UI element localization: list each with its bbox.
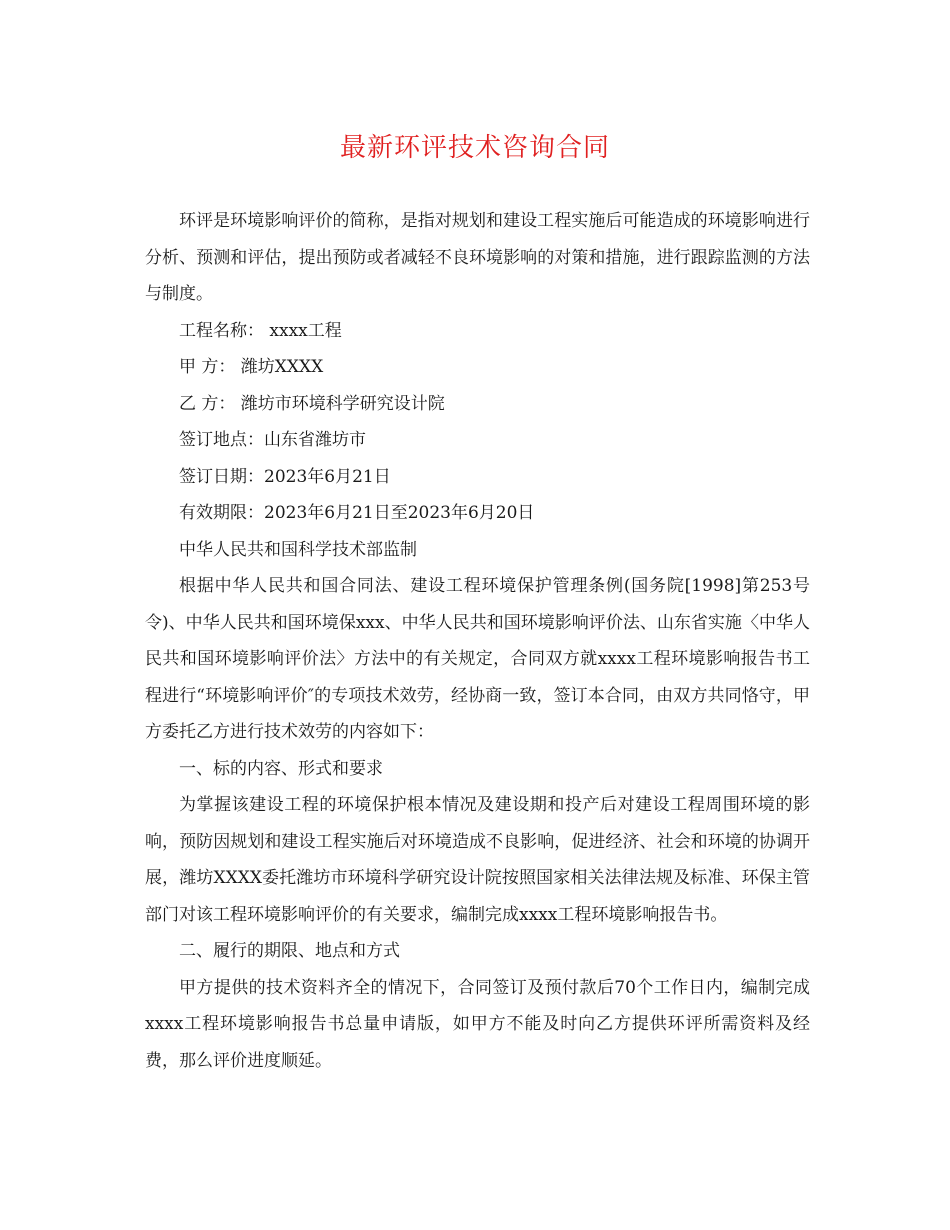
validity-period-line: 有效期限：2023年6月21日至2023年6月20日 bbox=[179, 503, 535, 523]
signing-place-line: 签订地点：山东省潍坊市 bbox=[179, 430, 366, 450]
section-2-paragraph: 甲方提供的技术资料齐全的情况下，合同签订及预付款后70个工作日内，编制完成xxxx工程环境影响报告书总量申请版，如甲方不能及时向乙方提供环评所需资料及经费，那么评价进度顺延。 bbox=[145, 977, 810, 1071]
project-name-line: 工程名称： xxxx工程 bbox=[179, 320, 342, 341]
legal-basis-paragraph: 根据中华人民共和国合同法、建设工程环境保护管理条例(国务院[1998]第253号令)、中华人民共和国环境保xxx、中华人民共和国环境影响评价法、山东省实施〈中华人民共和国环境影响评价法〉方法中的有关规定，合同双方就xxxx工程环境影响报告书工程进行“环境影响评价″的专项技术效劳，经协商一致，签订本合同，由双方共同恪守，甲方委托乙方进行技术效劳的内容如下： bbox=[145, 576, 810, 742]
section-2-heading: 二、履行的期限、地点和方式 bbox=[179, 941, 400, 961]
party-a-line: 甲 方： 潍坊XXXX bbox=[179, 357, 324, 377]
signing-date-line: 签订日期：2023年6月21日 bbox=[179, 466, 391, 487]
document-title: 最新环评技术咨询合同 bbox=[339, 133, 610, 163]
section-1-heading: 一、标的内容、形式和要求 bbox=[179, 758, 383, 779]
section-1-paragraph: 为掌握该建设工程的环境保护根本情况及建设期和投产后对建设工程周围环境的影响，预防因规划和建设工程实施后对环境造成不良影响，促进经济、社会和环境的协调开展，潍坊XXXX委托潍坊市环境科学研究设计院按照国家相关法律法规及标准、环保主管部门对该工程环境影响评价的有关要求，编制完成xxxx工程环境影响报告书。 bbox=[145, 795, 810, 925]
document-body bbox=[145, 203, 810, 1079]
party-b-line: 乙 方： 潍坊市环境科学研究设计院 bbox=[179, 393, 445, 414]
intro-paragraph: 环评是环境影响评价的简称，是指对规划和建设工程实施后可能造成的环境影响进行分析、预测和评估，提出预防或者减轻不良环境影响的对策和措施，进行跟踪监测的方法与制度。 bbox=[145, 211, 810, 304]
supervisor-line: 中华人民共和国科学技术部监制 bbox=[179, 539, 417, 560]
